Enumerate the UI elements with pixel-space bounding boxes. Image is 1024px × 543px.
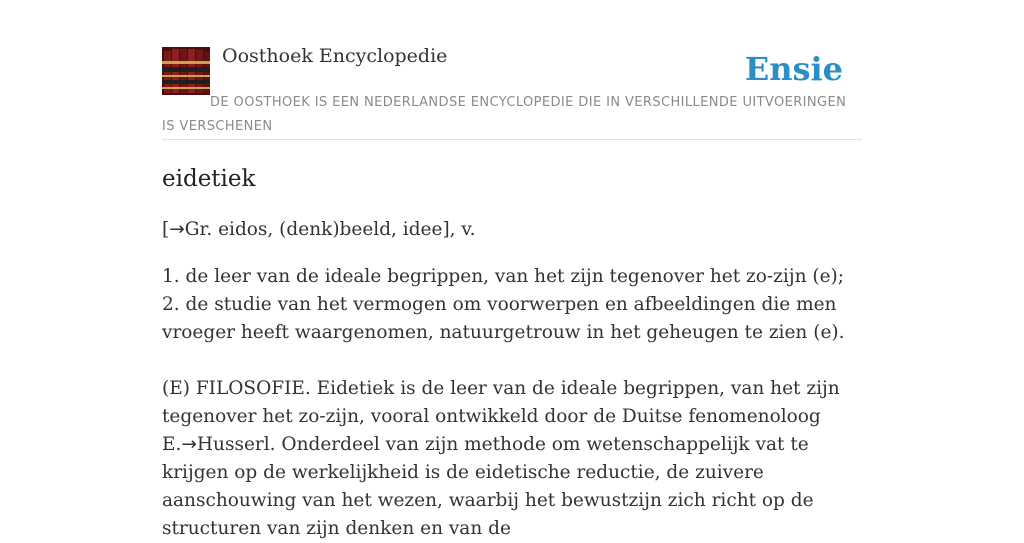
etymology-bracket: [	[162, 219, 170, 240]
article-reference-arrow[interactable]: →	[181, 434, 197, 455]
definition-item: 1. de leer van de ideale begrippen, van het zijn tegenover het zo-zijn (e);	[162, 266, 844, 287]
definition-item: 2. de studie van het vermogen om voorwerpen en afbeeldingen die men vroeger heeft waargenomen, natuurgetrouw in het geheugen te zien (e).	[162, 294, 845, 343]
entry-etymology	[162, 216, 862, 244]
site-tagline: DE OOSTHOEK IS EEN NEDERLANDSE ENCYCLOPEDIE DIE IN VERSCHILLENDE UITVOERINGEN IS VERSCHENEN	[162, 95, 847, 134]
entry-term-heading: eidetiek	[162, 166, 256, 192]
etymology-text: Gr. eidos, (denk)beeld, idee], v.	[184, 219, 476, 240]
site-title-link[interactable]: Oosthoek Encyclopedie	[222, 45, 448, 67]
entry-article-text	[162, 375, 862, 543]
encyclopedia-books-logo-icon[interactable]	[162, 47, 210, 95]
etymology-reference-arrow[interactable]: →	[169, 219, 185, 240]
site-header	[162, 0, 862, 140]
entry-definitions	[162, 263, 862, 347]
page-container	[162, 0, 862, 543]
ensie-brand-link[interactable]: Ensie	[744, 50, 843, 88]
article-text-part: Husserl. Onderdeel van zijn methode om wetenschappelijk vat te krijgen op de werkelijkheid is de eidetische reductie, de zuivere aanschouwing van het wezen, waarbij het bewustzijn zich richt op de structuren van zijn denken en van de	[162, 434, 814, 539]
article-text-part: (E) FILOSOFIE. Eidetiek is de leer van de ideale begrippen, van het zijn tegenover het zo-zijn, vooral ontwikkeld door de Duitse fenomenoloog E.	[162, 378, 840, 455]
